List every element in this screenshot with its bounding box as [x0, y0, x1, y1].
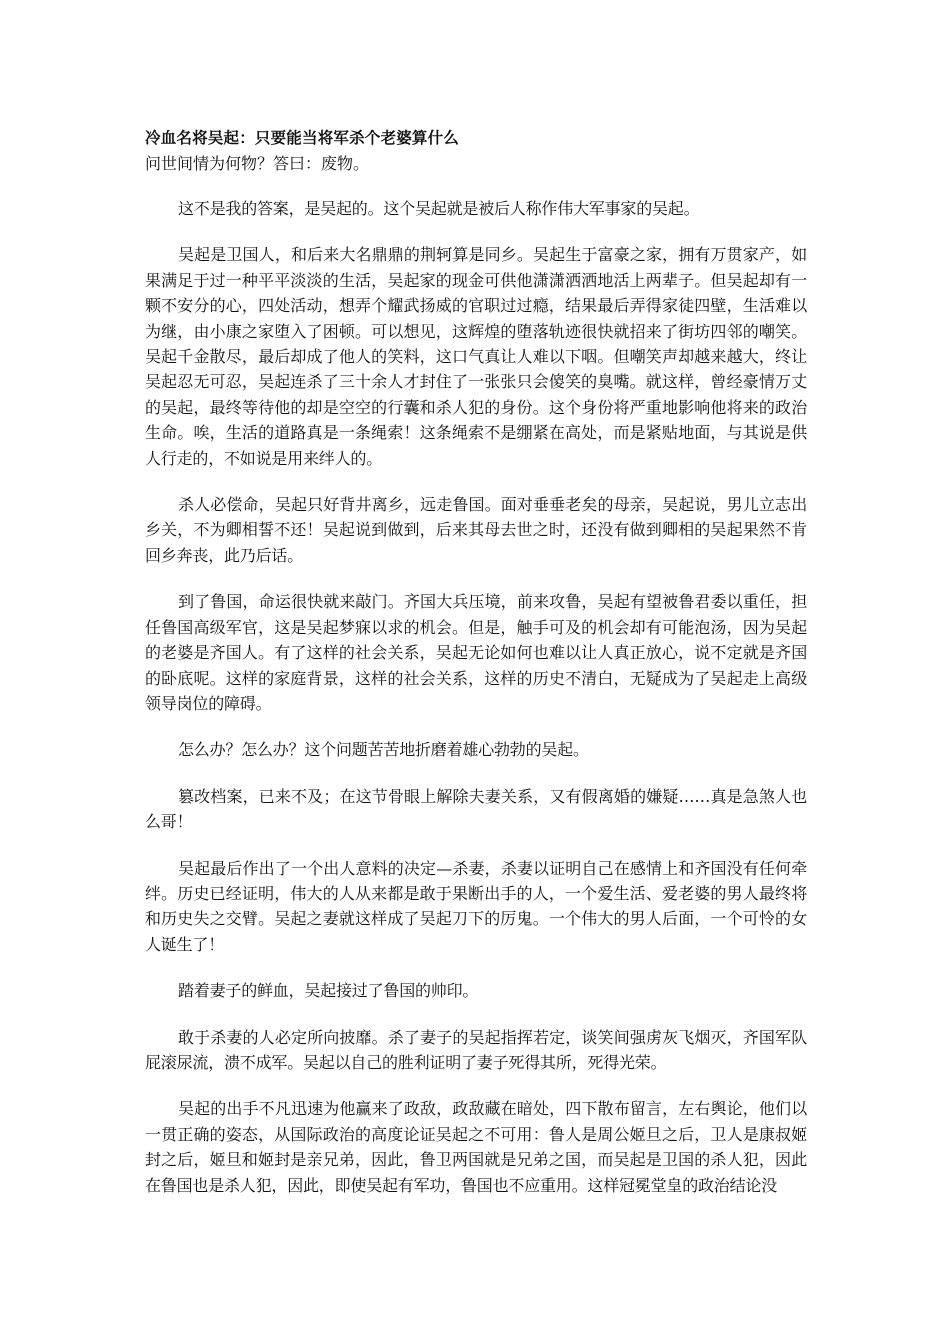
paragraph: 怎么办？怎么办？这个问题苦苦地折磨着雄心勃勃的吴起。 — [178, 740, 589, 760]
paragraph: 篡改档案，已来不及；在这节骨眼上解除夫妻关系，又有假离婚的嫌疑……真是急煞人也么哥！ — [145, 786, 807, 832]
paragraph: 敢于杀妻的人必定所向披靡。杀了妻子的吴起指挥若定，谈笑间强虏灰飞烟灭，齐国军队屁滚尿流，溃不成军。吴起以自己的胜利证明了妻子死得其所，死得光荣。 — [145, 1027, 807, 1072]
document-subtitle: 问世间情为何物？答曰：废物。 — [145, 154, 370, 173]
paragraph: 踏着妻子的鲜血，吴起接过了鲁国的帅印。 — [178, 981, 479, 1001]
paragraph: 到了鲁国，命运很快就来敲门。齐国大兵压境，前来攻鲁，吴起有望被鲁君委以重任，担任鲁国高级军官，这是吴起梦寐以求的机会。但是，触手可及的机会却有可能泡汤，因为吴起的老婆是齐国人。有了这样的社会关系，吴起无论如何也难以让人真正放心，说不定就是齐国的卧底呢。这样的家庭背景，这样的社会关系，这样的历史不清白，无疑成为了吴起走上高级领导岗位的障碍。 — [145, 592, 807, 713]
paragraph: 吴起最后作出了一个出人意料的决定—杀妻，杀妻以证明自己在感情上和齐国没有任何牵绊。历史已经证明，伟大的人从来都是敢于果断出手的人，一个爱生活、爱老婆的男人最终将和历史失之交臂。吴起之妻就这样成了吴起刀下的厉鬼。一个伟大的男人后面，一个可怜的女人诞生了！ — [145, 858, 807, 954]
document-title: 冷血名将吴起：只要能当将军杀个老婆算什么 — [145, 129, 460, 147]
paragraph: 吴起是卫国人，和后来大名鼎鼎的荆轲算是同乡。吴起生于富豪之家，拥有万贯家产，如果满足于过一种平平淡淡的生活，吴起家的现金可供他潇潇洒洒地活上两辈子。但吴起却有一颗不安分的心，四处活动，想弄个耀武扬威的官职过过瘾，结果最后弄得家徒四壁，生活难以为继，由小康之家堕入了困顿。可以想见，这辉煌的堕落轨迹很快就招来了街坊四邻的嘲笑。吴起千金散尽，最后却成了他人的笑料，这口气真让人难以下咽。但嘲笑声却越来越大，终让吴起忍无可忍，吴起连杀了三十余人才封住了一张张只会傻笑的臭嘴。就这样，曾经豪情万丈的吴起，最终等待他的却是空空的行囊和杀人犯的身份。这个身份将严重地影响他将来的政治生命。唉，生活的道路真是一条绳索！这条绳索不是绷紧在高处，而是紧贴地面，与其说是供人行走的，不如说是用来绊人的。 — [145, 245, 807, 468]
paragraph: 吴起的出手不凡迅速为他赢来了政敌，政敌藏在暗处，四下散布留言，左右舆论，他们以一贯正确的姿态，从国际政治的高度论证吴起之不可用：鲁人是周公姬旦之后，卫人是康叔姬封之后，姬旦和姬封是亲兄弟，因此，鲁卫两国就是兄弟之国，而吴起是卫国的杀人犯，因此在鲁国也是杀人犯，因此，即使吴起有军功，鲁国也不应重用。这样冠冕堂皇的政治结论没 — [145, 1099, 807, 1195]
paragraph: 杀人必偿命，吴起只好背井离乡，远走鲁国。面对垂垂老矣的母亲，吴起说，男儿立志出乡关，不为卿相誓不还！吴起说到做到，后来其母去世之时，还没有做到卿相的吴起果然不肯回乡奔丧，此乃后话。 — [145, 495, 807, 565]
document-page — [145, 125, 807, 1219]
paragraph: 这不是我的答案，是吴起的。这个吴起就是被后人称作伟大军事家的吴起。 — [178, 199, 700, 218]
